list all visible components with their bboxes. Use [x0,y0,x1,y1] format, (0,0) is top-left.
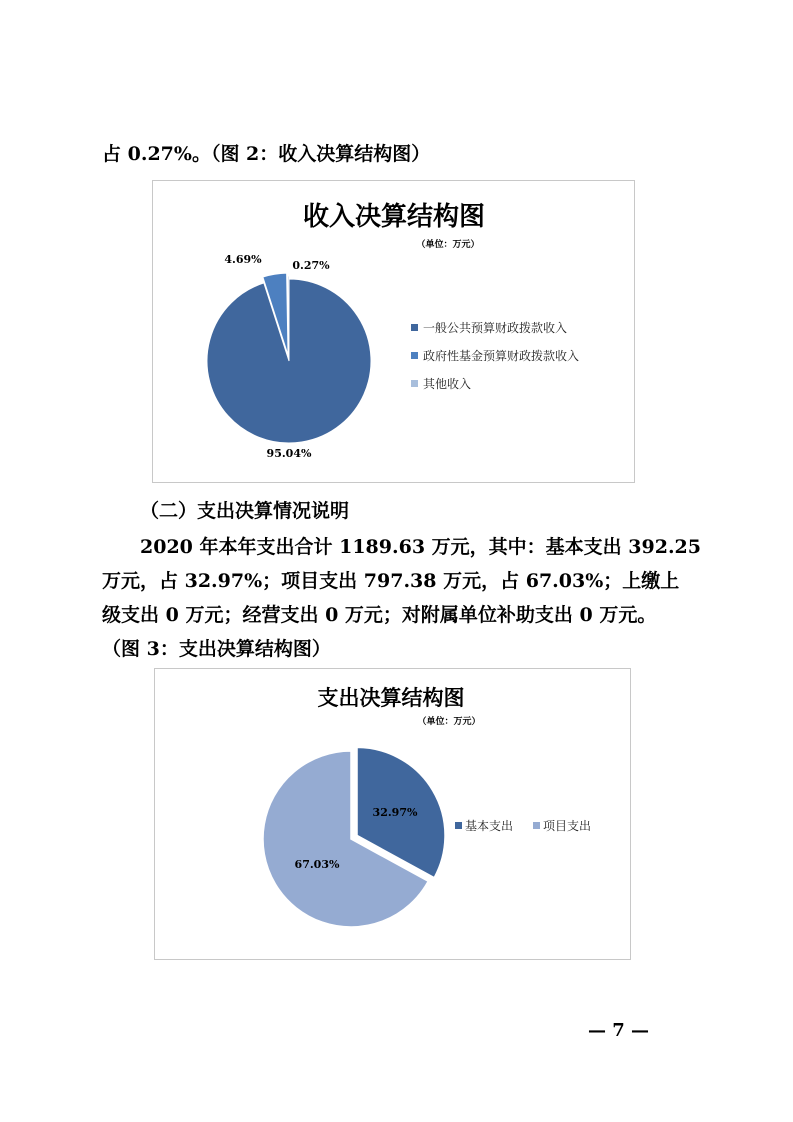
income-chart-title: 收入决算结构图 [302,202,486,232]
legend-swatch-fund-budget [411,352,418,359]
paragraph-line-5: 级支出 0 万元；经营支出 0 万元；对附属单位补助支出 0 万元。 [102,604,657,626]
income-label-95-04: 95.04% [266,447,312,460]
legend-swatch-basic-expenditure [455,822,462,829]
expenditure-label-32-97: 32.97% [372,806,418,819]
expenditure-legend [455,818,591,833]
expenditure-chart-unit: （单位：万元） [417,717,481,727]
paragraph-line-6: （图 3：支出决算结构图） [102,638,331,660]
expenditure-chart-title: 支出决算结构图 [317,685,465,710]
income-chart-unit: （单位：万元） [416,240,480,250]
legend-swatch-general-budget [411,324,418,331]
legend-label-basic-expenditure: 基本支出 [465,819,514,833]
income-chart [152,180,635,483]
income-label-0-27: 0.27% [292,259,330,272]
income-label-4-69: 4.69% [224,253,262,266]
legend-swatch-other-income [411,380,418,387]
paragraph-line-1: 占 0.27%。（图 2：收入决算结构图） [102,143,431,165]
expenditure-chart [154,668,631,960]
legend-label-fund-budget: 政府性基金预算财政拨款收入 [423,349,580,363]
legend-label-project-expenditure: 项目支出 [543,819,592,833]
income-chart-svg [153,181,636,484]
paragraph-line-4: 万元，占 32.97%；项目支出 797.38 万元，占 67.03%；上缴上 [102,570,680,592]
legend-label-other-income: 其他收入 [423,377,472,391]
section-heading: （二）支出决算情况说明 [140,500,350,522]
legend-swatch-project-expenditure [533,822,540,829]
expenditure-label-67-03: 67.03% [294,858,340,871]
expenditure-chart-svg [155,669,632,961]
paragraph-line-3: 2020 年本年支出合计 1189.63 万元，其中：基本支出 392.25 [140,536,701,558]
page-number: — 7 — [588,1020,650,1041]
legend-label-general-budget: 一般公共预算财政拨款收入 [423,321,568,335]
income-legend [411,320,579,391]
